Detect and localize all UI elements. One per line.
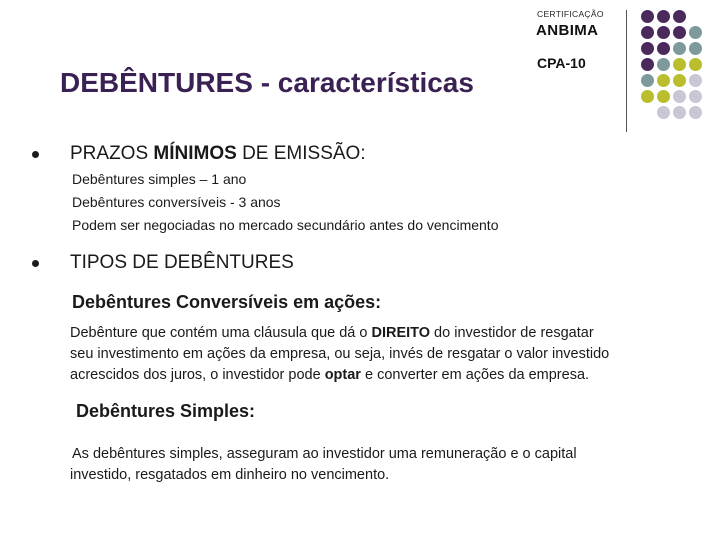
- simple-line-1: As debêntures simples, asseguram ao investidor uma remuneração e o capital: [72, 446, 577, 462]
- dot-olive: [657, 90, 670, 103]
- decorative-dot-grid: [637, 7, 717, 127]
- course-label: CPA-10: [537, 55, 586, 71]
- dot-purple: [641, 26, 654, 39]
- dot-teal: [689, 42, 702, 55]
- dot-lavender: [673, 90, 686, 103]
- dot-purple: [641, 42, 654, 55]
- convertible-line-1: [70, 325, 594, 341]
- convertible-text: Debênture que contém uma cláusula que dá o: [70, 325, 372, 341]
- convertible-emphasis-optar: optar: [324, 367, 361, 383]
- dot-olive: [657, 74, 670, 87]
- dot-purple: [657, 26, 670, 39]
- dot-purple: [641, 58, 654, 71]
- dot-olive: [673, 74, 686, 87]
- bullet-heading-prazos: [70, 143, 366, 165]
- dot-olive: [641, 90, 654, 103]
- simple-line-2: investido, resgatados em dinheiro no vencimento.: [70, 467, 390, 483]
- convertible-line-2: seu investimento em ações da empresa, ou seja, invés de resgatar o valor investido: [70, 346, 610, 362]
- dot-olive: [689, 58, 702, 71]
- dot-purple: [673, 10, 686, 23]
- dot-teal: [641, 74, 654, 87]
- bullet-heading-emphasis: MÍNIMOS: [153, 143, 237, 164]
- convertible-emphasis-direito: DIREITO: [371, 325, 431, 341]
- dot-purple: [673, 26, 686, 39]
- page-title: DEBÊNTURES - características: [60, 67, 474, 98]
- dot-lavender: [657, 106, 670, 119]
- convertible-text: acrescidos dos juros, o investidor pode: [70, 367, 325, 383]
- certification-label: CERTIFICAÇÃO: [537, 9, 604, 19]
- convertible-line-3: [70, 367, 589, 383]
- convertible-text: do investidor de resgatar: [430, 325, 594, 341]
- bullet-marker: [32, 260, 39, 267]
- brand-label: ANBIMA: [536, 22, 599, 39]
- dot-lavender: [673, 106, 686, 119]
- prazo-line-simples: Debêntures simples – 1 ano: [72, 171, 247, 187]
- dot-purple: [641, 10, 654, 23]
- dot-purple: [657, 42, 670, 55]
- simple-heading: Debêntures Simples:: [76, 401, 256, 421]
- dot-olive: [673, 58, 686, 71]
- dot-purple: [657, 10, 670, 23]
- bullet-heading-suffix: DE EMISSÃO:: [236, 143, 366, 164]
- prazo-line-conversiveis: Debêntures conversíveis - 3 anos: [72, 194, 281, 210]
- dot-teal: [689, 26, 702, 39]
- dot-lavender: [689, 74, 702, 87]
- bullet-heading-tipos: TIPOS DE DEBÊNTURES: [70, 252, 294, 273]
- prazo-line-negociadas: Podem ser negociadas no mercado secundário antes do vencimento: [72, 217, 499, 233]
- dot-lavender: [689, 106, 702, 119]
- dot-teal: [673, 42, 686, 55]
- convertible-text: e converter em ações da empresa.: [360, 367, 590, 383]
- header-divider: [626, 10, 627, 132]
- dot-lavender: [689, 90, 702, 103]
- dot-teal: [657, 58, 670, 71]
- bullet-heading-prefix: PRAZOS: [70, 143, 154, 164]
- convertible-heading: Debêntures Conversíveis em ações:: [72, 292, 382, 312]
- bullet-marker: [32, 151, 39, 158]
